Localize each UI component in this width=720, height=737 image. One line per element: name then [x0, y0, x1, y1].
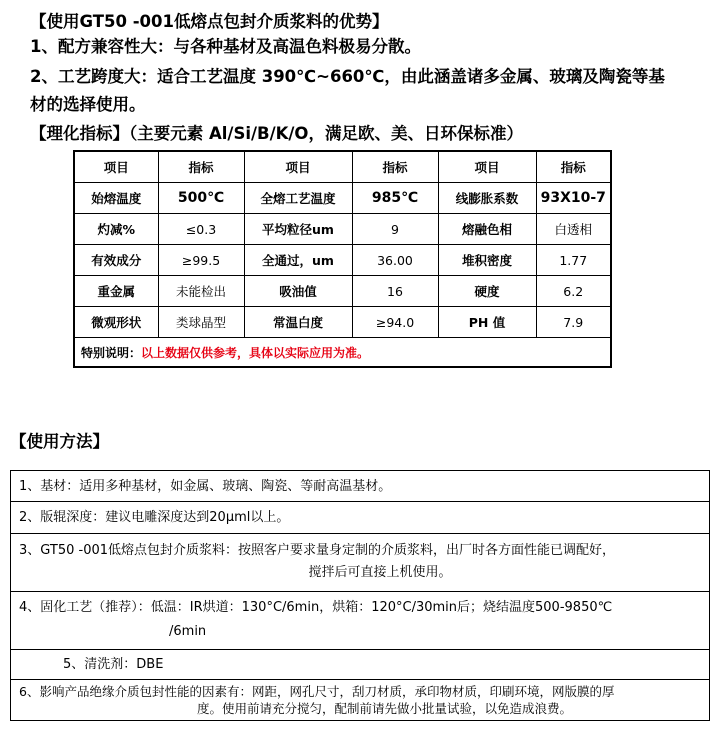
specs-note — [74, 338, 611, 368]
usage-item-factors — [11, 680, 709, 720]
header-cell: 指标 — [536, 151, 611, 183]
note-text: 以上数据仅供参考，具体以实际应用为准。 — [141, 345, 370, 360]
note-label: 特别说明： — [81, 345, 142, 360]
spec-value: 白透相 — [536, 214, 611, 245]
spec-value: 7.9 — [536, 307, 611, 338]
header-cell: 项目 — [438, 151, 536, 183]
header-cell: 指标 — [352, 151, 438, 183]
spec-name: 微观形状 — [74, 307, 158, 338]
spec-value: 93X10-7 — [536, 183, 611, 214]
table-row — [74, 276, 611, 307]
advantage-item-process-range-cont: 材的选择使用。 — [30, 95, 146, 114]
spec-name: 常温白度 — [244, 307, 352, 338]
spec-name: 熔融色相 — [438, 214, 536, 245]
usage-box — [10, 470, 710, 721]
spec-value: ≤0.3 — [158, 214, 244, 245]
usage-heading: 【使用方法】 — [10, 432, 109, 451]
spec-name: 全通过，um — [244, 245, 352, 276]
spec-name: 重金属 — [74, 276, 158, 307]
advantages-heading: 【使用GT50 -001低熔点包封介质浆料的优势】 — [30, 12, 389, 31]
advantage-item-compatibility: 1、配方兼容性大：与各种基材及高温色料极易分散。 — [30, 37, 421, 56]
specs-header-row — [74, 151, 611, 183]
spec-name: 有效成分 — [74, 245, 158, 276]
spec-name: 堆积密度 — [438, 245, 536, 276]
spec-name: 吸油值 — [244, 276, 352, 307]
usage-item-paste-line1: 3、GT50 -001低熔点包封介质浆料：按照客户要求量身定制的介质浆料，出厂时各方面性能已调配好， — [19, 543, 616, 558]
spec-value: ≥94.0 — [352, 307, 438, 338]
usage-item-substrate: 1、基材：适用多种基材，如金属、玻璃、陶瓷、等耐高温基材。 — [11, 471, 709, 502]
specs-note-row — [74, 338, 611, 368]
header-cell: 项目 — [74, 151, 158, 183]
spec-value: 未能检出 — [158, 276, 244, 307]
usage-item-curing — [11, 592, 709, 650]
spec-name: 线膨胀系数 — [438, 183, 536, 214]
header-cell: 指标 — [158, 151, 244, 183]
advantage-item-process-range: 2、工艺跨度大：适合工艺温度 390℃~660℃，由此涵盖诸多金属、玻璃及陶瓷等基 — [30, 67, 665, 86]
spec-value: 9 — [352, 214, 438, 245]
spec-name: 灼减% — [74, 214, 158, 245]
usage-item-curing-line1: 4、固化工艺（推荐）：低温：IR烘道：130°C/6min，烘箱：120°C/30min后；烧结温度500-9850℃ — [19, 600, 613, 615]
usage-item-roller-depth: 2、版辊深度：建议电雕深度达到20μml以上。 — [11, 502, 709, 534]
spec-value: 985℃ — [352, 183, 438, 214]
spec-value: 类球晶型 — [158, 307, 244, 338]
spec-value: ≥99.5 — [158, 245, 244, 276]
table-row — [74, 307, 611, 338]
specs-heading: 【理化指标】（主要元素 Al/Si/B/K/O，满足欧、美、日环保标准） — [30, 124, 523, 143]
specs-table — [73, 150, 612, 368]
spec-value: 1.77 — [536, 245, 611, 276]
spec-name: 始熔温度 — [74, 183, 158, 214]
spec-value: 16 — [352, 276, 438, 307]
usage-item-paste-line2: 搅拌后可直接上机使用。 — [308, 565, 452, 580]
spec-name: 全熔工艺温度 — [244, 183, 352, 214]
spec-name: 硬度 — [438, 276, 536, 307]
table-row — [74, 183, 611, 214]
usage-item-curing-line2: /6min — [169, 624, 207, 639]
spec-value: 36.00 — [352, 245, 438, 276]
usage-item-factors-line2: 度。使用前请充分搅匀，配制前请先做小批量试验，以免造成浪费。 — [197, 701, 573, 716]
table-row — [74, 214, 611, 245]
spec-value: 500℃ — [158, 183, 244, 214]
header-cell: 项目 — [244, 151, 352, 183]
spec-name: 平均粒径um — [244, 214, 352, 245]
usage-item-paste — [11, 534, 709, 592]
table-row — [74, 245, 611, 276]
usage-item-cleaner: 5、清洗剂：DBE — [11, 650, 709, 680]
usage-item-factors-line1: 6、影响产品绝缘介质包封性能的因素有：网距，网孔尺寸，刮刀材质，承印物材质，印刷环境，网版膜的厚 — [19, 684, 615, 699]
spec-name: PH 值 — [438, 307, 536, 338]
spec-value: 6.2 — [536, 276, 611, 307]
